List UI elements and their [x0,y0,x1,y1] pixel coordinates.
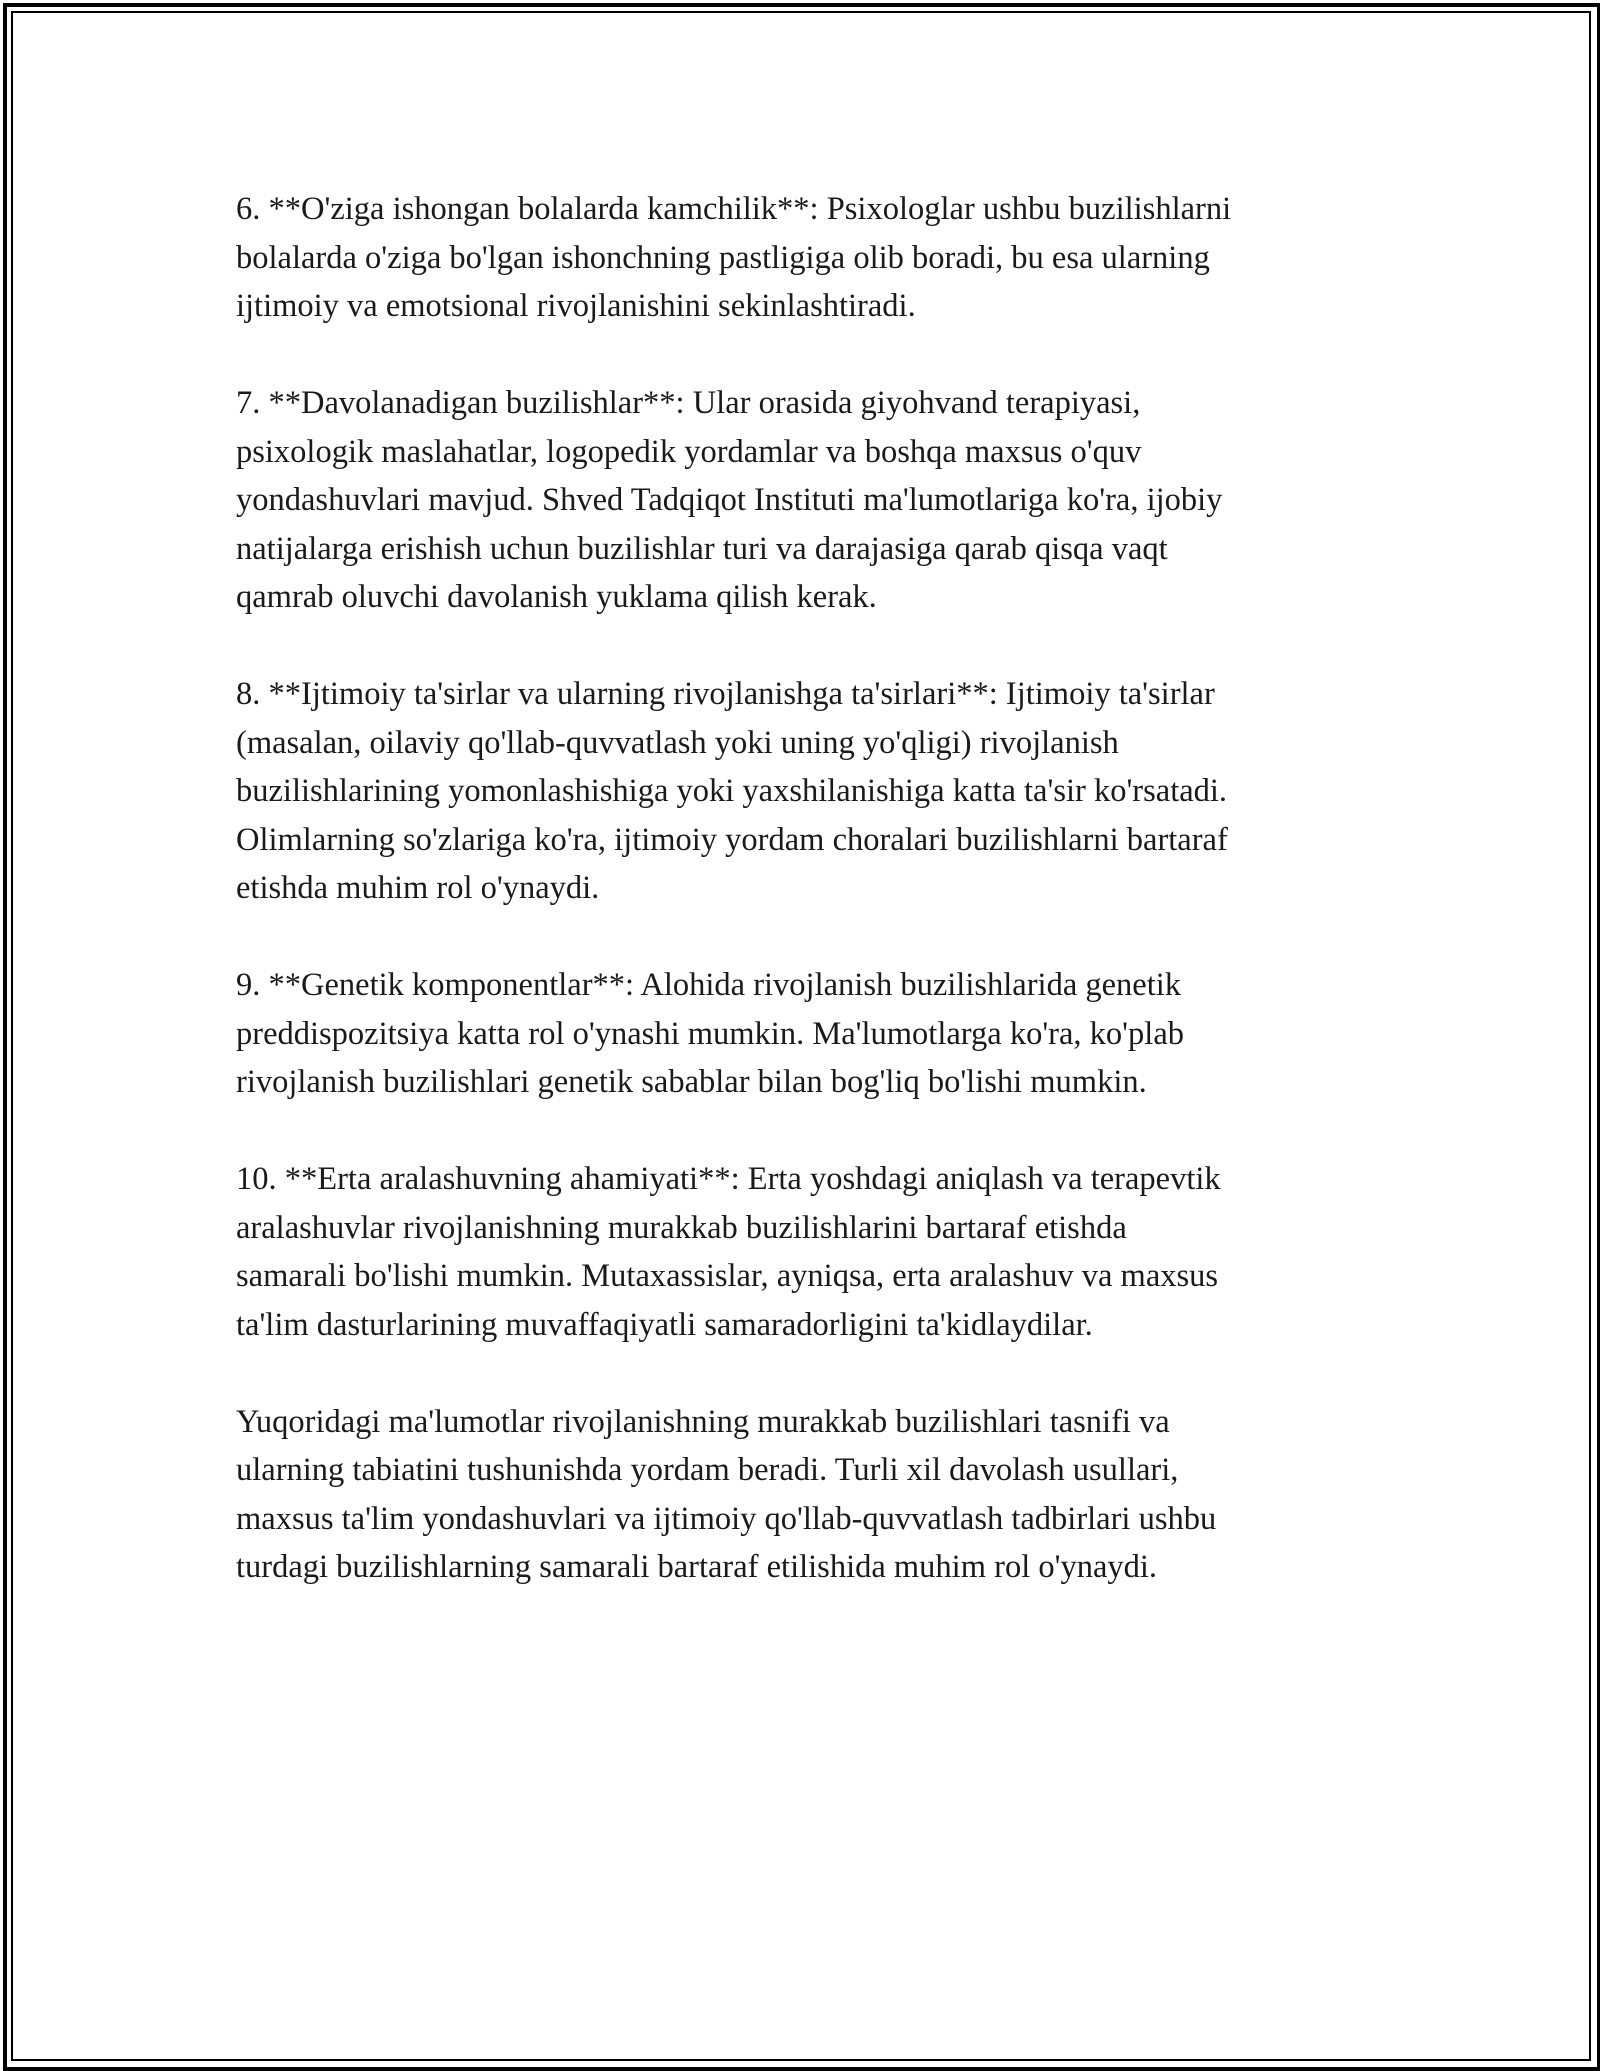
paragraph-item-6: 6. **O'ziga ishongan bolalarda kamchilik**: Psixologlar ushbu buzilishlarni bolalarda o'ziga bo'lgan ishonchning pastligiga olib boradi, bu esa ularning ijtimoiy va emotsional rivojlanishini sekinlashtiradi. [236,191,1232,324]
paragraph-item-10: 10. **Erta aralashuvning ahamiyati**: Erta yoshdagi aniqlash va terapevtik aralashuvlar rivojlanishning murakkab buzilishlarini bartaraf etishda samarali bo'lishi mumkin. Mutaxassislar, ayniqsa, erta aralashuv va maxsus ta'lim dasturlarining muvaffaqiyatli samaradorligini ta'kidlaydilar. [236,1161,1221,1343]
document-body [236,185,1386,1640]
paragraph-item-9: 9. **Genetik komponentlar**: Alohida rivojlanish buzilishlarida genetik preddispozitsiya katta rol o'ynashi mumkin. Ma'lumotlarga ko'ra, ko'plab rivojlanish buzilishlari genetik sabablar bilan bog'liq bo'lishi mumkin. [236,967,1184,1100]
paragraph-conclusion: Yuqoridagi ma'lumotlar rivojlanishning murakkab buzilishlari tasnifi va ularning tabiatini tushunishda yordam beradi. Turli xil davolash usullari, maxsus ta'lim yondashuvlari va ijtimoiy qo'llab-quvvatlash tadbirlari ushbu turdagi buzilishlarning samarali bartaraf etilishida muhim rol o'ynaydi. [236,1403,1217,1585]
paragraph-item-8: 8. **Ijtimoiy ta'sirlar va ularning rivojlanishga ta'sirlari**: Ijtimoiy ta'sirlar (masalan, oilaviy qo'llab-quvvatlash yoki uning yo'qligi) rivojlanish buzilishlarining yomonlashishiga yoki yaxshilanishiga katta ta'sir ko'rsatadi. Olimlarning so'zlariga ko'ra, ijtimoiy yordam choralari buzilishlarni bartaraf etishda muhim rol o'ynaydi. [236,676,1228,906]
paragraph-item-7: 7. **Davolanadigan buzilishlar**: Ular orasida giyohvand terapiyasi, psixologik maslahatlar, logopedik yordamlar va boshqa maxsus o'quv yondashuvlari mavjud. Shved Tadqiqot Instituti ma'lumotlariga ko'ra, ijobiy natijalarga erishish uchun buzilishlar turi va darajasiga qarab qisqa vaqt qamrab oluvchi davolanish yuklama qilish kerak. [236,385,1223,615]
